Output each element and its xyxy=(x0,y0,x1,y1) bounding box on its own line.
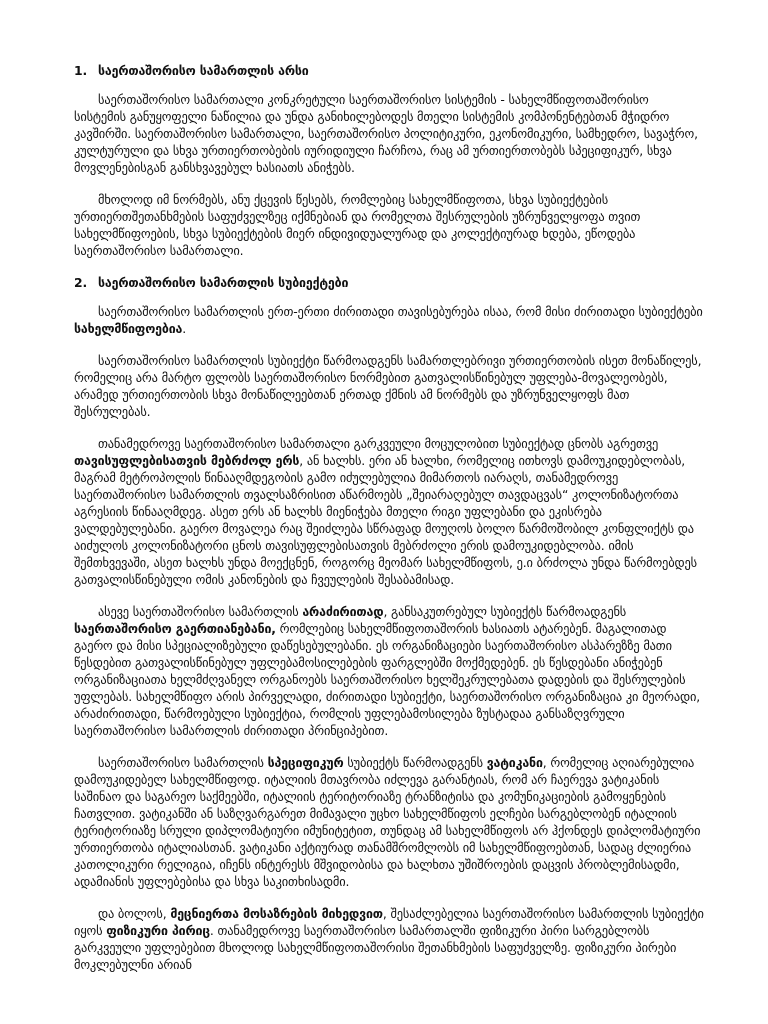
text-run: მხოლოდ იმ ნორმებს, ანუ ქცევის წესებს, რომლებიც სახელმწიფოთა, სხვა სუბიექტების ურთიერთშეთანხმების საფუძველზეც იქმნებიან და რომელთა შესრულების უზრუნველყოფა თვით სახელმწიფოების, სხვა სუბიექტების მიერ ინდივიდუალურად და კოლექტიურად ხდება, ეწოდება საერთაშორისო სამართალი. xyxy=(74,192,641,258)
text-run: საერთაშორისო სამართლის xyxy=(98,755,268,770)
bold-text-run: მეცნიერთა მოსაზრების მიხედვით xyxy=(170,906,383,921)
text-run: . თანამედროვე საერთაშორისო სამართალში ფიზიკური პირი სარგებლობს გარკვეული უფლებებით მხოლოდ სახელმწიფოთაშორისი შეთანხმების საფუძველზე. ფიზიკური პირები მოკლებულნი არიან xyxy=(74,923,677,972)
text-run: ასევე საერთაშორისო სამართლის xyxy=(98,604,303,619)
section-title: საერთაშორისო სამართლის არსი xyxy=(98,63,309,78)
text-run: საერთაშორისო სამართლის ერთ-ერთი ძირითადი თავისებურება ისაა, რომ მისი ძირითადი სუბიექტები xyxy=(98,304,703,319)
paragraph xyxy=(74,435,704,588)
bold-text-run: ვატიკანი xyxy=(486,755,543,770)
bold-text-run: საერთაშორისო გაერთიანებანი, xyxy=(74,621,276,636)
section-heading xyxy=(74,62,704,79)
text-run: საერთაშორისო სამართლის სუბიექტი წარმოადგენს სამართლებრივი ურთიერთობის ისეთ მონაწილეს, რომელიც არა მარტო ფლობს საერთაშორისო ნორმებით გათვალისწინებულ უფლება-მოვალეობებს, არამედ ურთიერთობის სხვა მონაწილეებთან ერთად ქმნის ამ ნორმებს და უზრუნველყოფს მათ შესრულებას. xyxy=(74,353,702,419)
section-heading xyxy=(74,274,704,291)
text-run: , რომელიც აღიარებულია დამოუკიდებელ სახელმწიფოდ. იტალიის მთავრობა იძლევა გარანტიას, რომ არ ჩაერევა ვატიკანის საშინაო და საგარეო საქმეებში, იტალიის ტერიტორიაზე ტრანზიტისა და კომუნიკაციების გამოყენების ჩათვლით. ვატიკანში ან საზღვარგარეთ მიმავალი უცხო სახელმწიფოს ელჩები სარგებლობენ იტალიის ტერიტორიაზე სრული დიპლომატიური იმუნიტეტით, თუნდაც ამ სახელმწიფოს არ ჰქონდეს დიპლომატიური ურთიერთობა იტალიასთან. ვატიკანი აქტიურად თანამშრომლობს იმ სახელმწიფოებთან, სადაც ძლიერია კათოლიკური რელიგია, იჩენს ინტერესს მშვიდობისა და ხალხთა უშიშროების დაცვის პრობლემისადმი, ადამიანის უფლებებისა და სხვა საკითხისადმი. xyxy=(74,755,701,889)
text-run: , განსაკუთრებულ სუბიექტს წარმოადგენს xyxy=(383,604,627,619)
section-number: 1. xyxy=(74,63,88,78)
text-run: სუბიექტს წარმოადგენს xyxy=(343,755,487,770)
paragraph xyxy=(74,91,704,176)
text-run: რომლებიც სახელმწიფოთაშორის ხასიათს ატარებენ. მაგალითად გაერო და მისი სპეციალიზებული დაწესებულებანი. ეს ორგანიზაციები საერთაშორისო ასპარეზზე მათი წესდებით გათვალისწინებულ უფლებამოსილებების ფარგლებში მოქმედებენ. ეს წესდებანი ანიჭებენ ორგანიზაციათა ხელმძღვანელ ორგანოებს საერთაშორისო ხელშეკრულებათა დადების და შესრულების უფლებას. სახელმწიფო არის პირველადი, ძირითადი სუბიექტი, საერთაშორისო ორგანიზაცია კი მეორადი, არაძირითადი, წარმოებული სუბიექტია, რომლის უფლებამოსილება ზუსტადაა განსაზღვრული საერთაშორისო სამართლის ძირითადი პრინციპებით. xyxy=(74,621,701,738)
paragraph xyxy=(74,191,704,259)
bold-text-run: თავისუფლებისათვის მებრძოლ ერს xyxy=(74,453,300,468)
document-page xyxy=(74,62,704,988)
text-run: თანამედროვე საერთაშორისო სამართალი გარკვეული მოცულობით სუბიექტად ცნობს აგრეთვე xyxy=(98,436,659,451)
text-run: და ბოლოს, xyxy=(98,906,171,921)
section-title: საერთაშორისო სამართლის სუბიექტები xyxy=(98,275,349,290)
bold-text-run: ფიზიკური პირიც xyxy=(106,923,210,938)
text-run: , შესაძლებელია საერთაშორისო სამართლის სუბიექტი იყოს xyxy=(74,906,704,938)
text-run: საერთაშორისო სამართალი კონკრეტული საერთაშორისო სისტემის - სახელმწიფოთაშორისო სისტემის განუყოფელი ნაწილია და უნდა განიხილებოდეს მთელი სისტემის კომპონენტებთან მჭიდრო კავშირში. საერთაშორისო სამართალი, საერთაშორისო პოლიტიკური, ეკონომიკური, სამხედრო, სავაჭრო, კულტურული და სხვა ურთიერთობების იურიდიული ჩარჩოა, რაც ამ ურთიერთობებს სპეციფიკურ, სხვა მოვლენებისგან განსხვავებულ ხასიათს ანიჭებს. xyxy=(74,92,698,175)
text-run: . xyxy=(182,321,187,336)
bold-text-run: სპეციფიკურ xyxy=(267,755,344,770)
paragraph xyxy=(74,352,704,420)
paragraph xyxy=(74,905,704,973)
text-run: , ან ხალხს. ერი ან ხალხი, რომელიც ითხოვს დამოუკიდებლობას, მაგრამ მეტროპოლის წინააღმდეგობის გამო იძულებულია მიმართოს იარაღს, თანამედროვე საერთაშორისო სამართლის თვალსაზრისით აწარმოებს „შეიარაღებულ თავდაცვას“ კოლონიზატორთა აგრესიის წინააღმდეგ. ასეთ ერს ან ხალხს მიენიჭება მთელი რიგი უფლებანი და ეკისრება ვალდებულებანი. გაერო მოვალეა რაც შეიძლება სწრაფად მოუღოს ბოლო წარმოშობილ კონფლიქტს და აიძულოს კოლონიზატორი ცნოს თავისუფლებისათვის მებრძოლი ერის დამოუკიდებლობა. იმის შემთხვევაში, ასეთ ხალხს უნდა მოექცნენ, როგორც მეომარ სახელმწიფოს, ე.ი ბრძოლა უნდა წარმოებდეს გათვალისწინებული ომის კანონების და ჩვეულების შესაბამისად. xyxy=(74,453,697,587)
paragraph xyxy=(74,603,704,739)
paragraph xyxy=(74,754,704,890)
bold-text-run: სახელმწიფოებია xyxy=(74,321,183,336)
paragraph xyxy=(74,303,704,337)
section-number: 2. xyxy=(74,275,88,290)
bold-text-run: არაძირითად xyxy=(302,604,384,619)
